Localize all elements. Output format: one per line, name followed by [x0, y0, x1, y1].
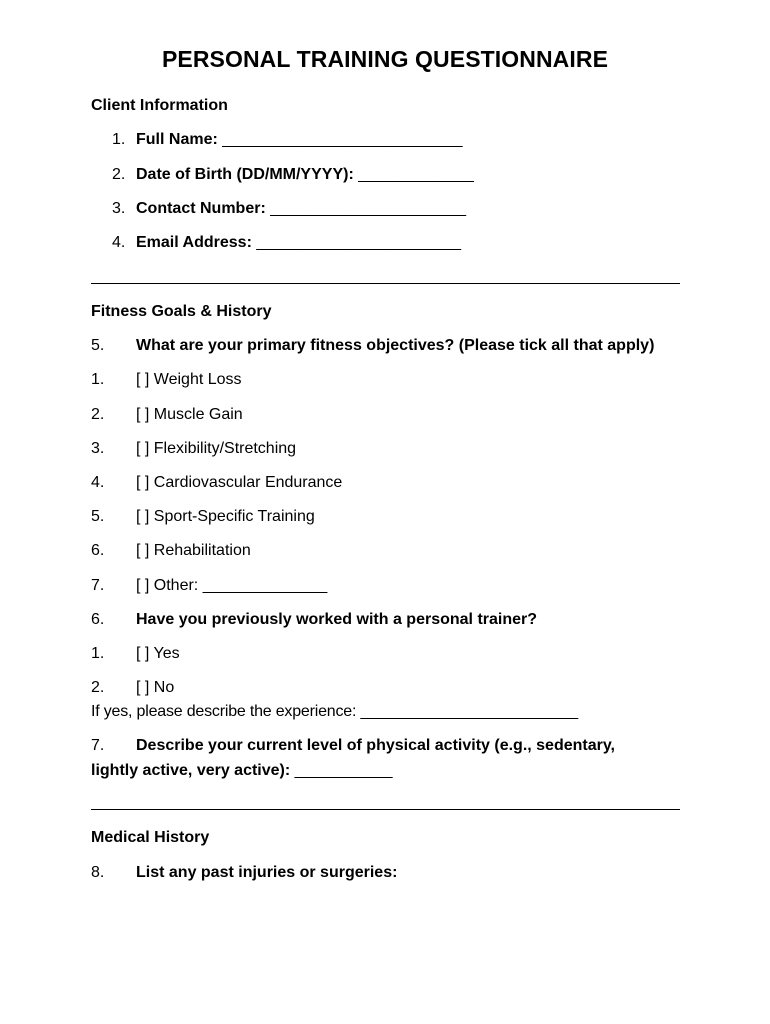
option-number: 1. [91, 371, 105, 388]
email-address-field[interactable] [112, 234, 461, 252]
trainer-option-yes[interactable] [91, 645, 180, 663]
experience-description-field[interactable]: If yes, please describe the experience: _________________________ [91, 703, 578, 720]
blank-line[interactable]: _____________ [353, 166, 474, 183]
option-checkbox-label[interactable]: [ ] Flexibility/Stretching [136, 440, 297, 457]
objective-option-sport-specific[interactable] [91, 508, 315, 526]
option-checkbox-label[interactable]: [ ] Yes [136, 645, 180, 662]
blank-line[interactable]: ______________________ [265, 200, 466, 217]
objective-option-muscle-gain[interactable] [91, 406, 243, 424]
question-8 [91, 864, 397, 882]
question-number: 8. [91, 864, 105, 881]
trainer-option-no[interactable] [91, 679, 174, 697]
date-of-birth-field[interactable] [112, 166, 474, 184]
option-number: 4. [91, 474, 105, 491]
option-checkbox-label[interactable]: [ ] Other: ______________ [136, 577, 328, 594]
option-checkbox-label[interactable]: [ ] Cardiovascular Endurance [136, 474, 343, 491]
blank-line[interactable]: ___________________________ [217, 131, 463, 148]
item-number: 2. [112, 166, 126, 183]
question-text-line-1: Describe your current level of physical activity (e.g., sedentary, [136, 737, 615, 754]
field-label: Full Name: [136, 131, 218, 148]
question-number: 6. [91, 611, 105, 628]
page-title: PERSONAL TRAINING QUESTIONNAIRE [161, 46, 609, 72]
field-label: Email Address: [136, 234, 252, 251]
question-7-continued[interactable] [91, 762, 393, 780]
question-number: 7. [91, 737, 105, 754]
question-text: List any past injuries or surgeries: [136, 864, 398, 881]
objective-option-flexibility[interactable] [91, 440, 296, 458]
option-number: 1. [91, 645, 105, 662]
item-number: 4. [112, 234, 126, 251]
contact-number-field[interactable] [112, 200, 466, 218]
option-number: 2. [91, 406, 105, 423]
client-information-heading: Client Information [91, 97, 228, 114]
objective-option-cardio[interactable] [91, 474, 342, 492]
section-divider [91, 283, 680, 284]
option-checkbox-label[interactable]: [ ] Weight Loss [136, 371, 242, 388]
option-number: 2. [91, 679, 105, 696]
item-number: 1. [112, 131, 126, 148]
option-number: 3. [91, 440, 105, 457]
option-checkbox-label[interactable]: [ ] Muscle Gain [136, 406, 243, 423]
question-6 [91, 611, 537, 629]
option-number: 7. [91, 577, 105, 594]
field-label: Contact Number: [136, 200, 266, 217]
option-number: 5. [91, 508, 105, 525]
objective-option-weight-loss[interactable] [91, 371, 242, 389]
blank-line[interactable]: ___________ [290, 762, 393, 779]
objective-option-other[interactable] [91, 577, 327, 595]
blank-line[interactable]: _______________________ [251, 234, 461, 251]
objective-option-rehabilitation[interactable] [91, 542, 251, 560]
full-name-field[interactable] [112, 131, 463, 149]
question-number: 5. [91, 337, 105, 354]
option-checkbox-label[interactable]: [ ] Sport-Specific Training [136, 508, 315, 525]
item-number: 3. [112, 200, 126, 217]
field-label: Date of Birth (DD/MM/YYYY): [136, 166, 354, 183]
question-7 [91, 737, 615, 755]
option-checkbox-label[interactable]: [ ] No [136, 679, 175, 696]
question-5 [91, 337, 654, 355]
medical-history-heading: Medical History [91, 829, 210, 846]
section-divider [91, 809, 680, 810]
option-number: 6. [91, 542, 105, 559]
fitness-goals-heading: Fitness Goals & History [91, 303, 272, 320]
option-checkbox-label[interactable]: [ ] Rehabilitation [136, 542, 251, 559]
question-text: Have you previously worked with a personal trainer? [136, 611, 538, 628]
question-text: What are your primary fitness objectives? (Please tick all that apply) [136, 337, 655, 354]
question-text-line-2: lightly active, very active): [91, 762, 291, 779]
